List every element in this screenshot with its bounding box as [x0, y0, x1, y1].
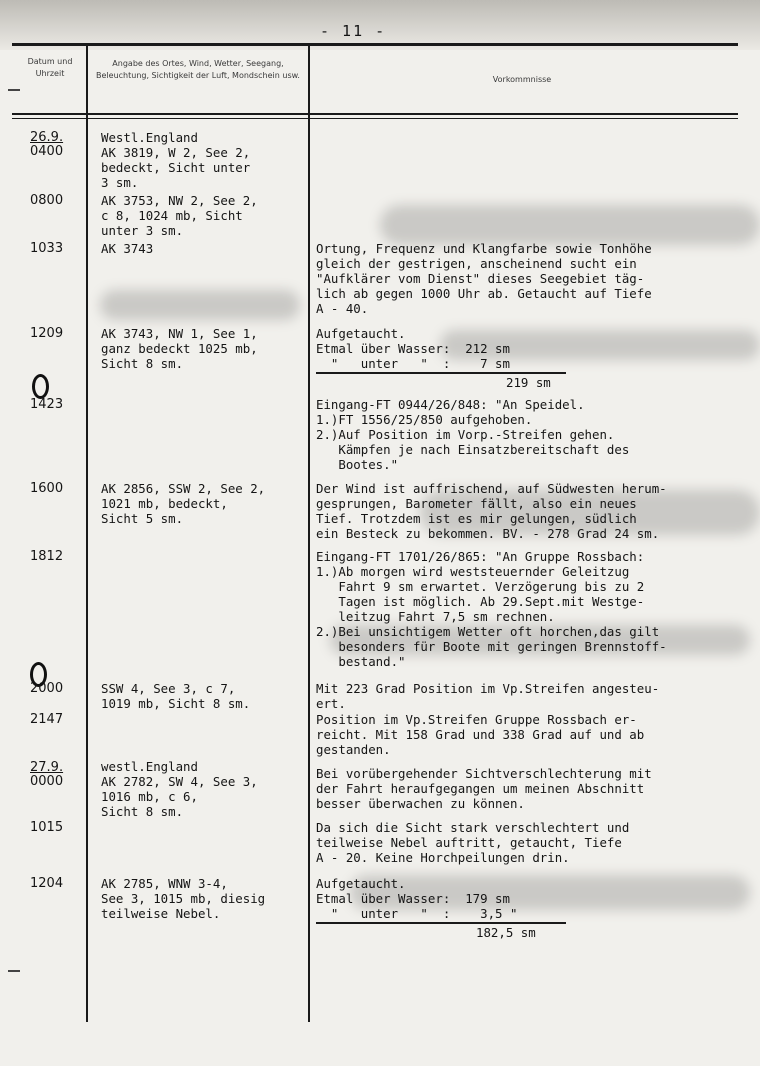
text-line: AK 2785, WNW 3-4,	[101, 876, 228, 891]
sum-rule	[316, 372, 566, 374]
entry-time: 1204	[30, 876, 64, 891]
text-line: ein Besteck zu bekommen. BV. - 278 Grad 24 sm.	[316, 526, 660, 541]
sum-total: 182,5 sm	[476, 925, 536, 940]
text-line: ganz bedeckt 1025 mb,	[101, 341, 258, 356]
text-line: bestand."	[316, 654, 406, 669]
text-line: westl.England	[101, 759, 198, 774]
text-line: Eingang-FT 1701/26/865: "An Gruppe Rossbach:	[316, 549, 645, 564]
text-line: Der Wind ist auffrischend, auf Südwesten herum-	[316, 481, 667, 496]
text-line: 1021 mb, bedeckt,	[101, 496, 228, 511]
table-top-rule	[12, 43, 738, 46]
entry-location	[101, 876, 306, 921]
text-line: 1.)Ab morgen wird weststeuernder Geleitzug	[316, 564, 630, 579]
sum-total: 219 sm	[506, 375, 551, 390]
entry-events	[316, 766, 760, 811]
entry-events	[316, 820, 760, 865]
text-line: AK 2856, SSW 2, See 2,	[101, 481, 266, 496]
page-number: - 11 -	[320, 22, 387, 40]
entry-time: 0800	[30, 193, 64, 208]
entry-location	[101, 130, 306, 190]
text-line: teilweise Nebel.	[101, 906, 221, 921]
entry-time: 2000	[30, 681, 64, 696]
entry-time: 0000	[30, 774, 64, 789]
text-line: gleich der gestrigen, anscheinend sucht ein	[316, 256, 637, 271]
margin-mark	[8, 89, 20, 91]
text-line: Aufgetaucht.	[316, 876, 406, 891]
text-line: See 3, 1015 mb, diesig	[101, 891, 266, 906]
entry-events	[316, 876, 760, 940]
text-line: gestanden.	[316, 742, 391, 757]
header-date-time: Datum und Uhrzeit	[27, 57, 73, 78]
entry-time: 1015	[30, 820, 64, 835]
entry-location	[101, 681, 306, 711]
entry-time: 1812	[30, 549, 64, 564]
header-bottom-rule-2	[12, 118, 738, 119]
text-line: Kämpfen je nach Einsatzbereitschaft des	[316, 442, 630, 457]
entry-location	[101, 481, 306, 526]
entry-date: 26.9.	[30, 130, 64, 145]
text-line: besonders für Boote mit geringen Brennstoff-	[316, 639, 667, 654]
entry-events	[316, 481, 760, 541]
text-line: Etmal über Wasser: 212 sm	[316, 341, 510, 356]
header-events: Vorkommnisse	[492, 75, 552, 84]
text-line: Eingang-FT 0944/26/848: "An Speidel.	[316, 397, 585, 412]
column-divider-1	[86, 44, 88, 1022]
text-line: Etmal über Wasser: 179 sm	[316, 891, 510, 906]
entry-time: 1209	[30, 326, 64, 341]
text-line: Da sich die Sicht stark verschlechtert und	[316, 820, 630, 835]
entry-events	[316, 326, 760, 390]
text-line: Bei vorübergehender Sichtverschlechterung mit	[316, 766, 652, 781]
text-line: AK 3819, W 2, See 2,	[101, 145, 251, 160]
text-line: Aufgetaucht.	[316, 326, 406, 341]
text-line: der Fahrt heraufgegangen um meinen Abschnitt	[316, 781, 645, 796]
text-line: reicht. Mit 158 Grad und 338 Grad auf und ab	[316, 727, 645, 742]
text-line: AK 2782, SW 4, See 3,	[101, 774, 258, 789]
text-line: Position im Vp.Streifen Gruppe Rossbach er-	[316, 712, 637, 727]
text-line: ert.	[316, 696, 346, 711]
sum-rule	[316, 922, 566, 924]
entry-events	[316, 681, 760, 711]
text-line: Fahrt 9 sm erwartet. Verzögerung bis zu 2	[316, 579, 645, 594]
text-line: " unter " : 3,5 "	[316, 906, 518, 921]
text-line: besser überwachen zu können.	[316, 796, 525, 811]
text-line: Sicht 8 sm.	[101, 804, 184, 819]
entry-events	[316, 712, 760, 757]
entry-events	[316, 397, 760, 472]
text-line: SSW 4, See 3, c 7,	[101, 681, 236, 696]
text-line: Westl.England	[101, 130, 198, 145]
text-line: leitzug Fahrt 7,5 sm rechnen.	[316, 609, 555, 624]
text-line: A - 40.	[316, 301, 369, 316]
text-line: "Aufklärer vom Dienst" dieses Seegebiet täg-	[316, 271, 645, 286]
punch-hole-mark	[32, 374, 49, 399]
text-line: 1016 mb, c 6,	[101, 789, 198, 804]
text-line: Tief. Trotzdem ist es mir gelungen, südlich	[316, 511, 637, 526]
text-line: unter 3 sm.	[101, 223, 184, 238]
text-line: 2.)Auf Position im Vorp.-Streifen gehen.	[316, 427, 615, 442]
text-line: Bootes."	[316, 457, 399, 472]
text-line: gesprungen, Barometer fällt, also ein neues	[316, 496, 637, 511]
entry-location	[101, 759, 306, 819]
text-line: 1019 mb, Sicht 8 sm.	[101, 696, 251, 711]
entry-location	[101, 241, 306, 256]
entry-events	[316, 241, 760, 316]
entry-time: 1033	[30, 241, 64, 256]
text-line: bedeckt, Sicht unter	[101, 160, 251, 175]
text-line: Tagen ist möglich. Ab 29.Sept.mit Westge-	[316, 594, 645, 609]
text-line: 3 sm.	[101, 175, 139, 190]
entry-time: 1600	[30, 481, 64, 496]
text-line: AK 3753, NW 2, See 2,	[101, 193, 258, 208]
entry-time: 1423	[30, 397, 64, 412]
text-line: 2.)Bei unsichtigem Wetter oft horchen,das gilt	[316, 624, 660, 639]
entry-location	[101, 326, 306, 371]
text-line: Sicht 5 sm.	[101, 511, 184, 526]
text-line: teilweise Nebel auftritt, getaucht, Tiefe	[316, 835, 622, 850]
text-line: lich ab gegen 1000 Uhr ab. Getaucht auf Tiefe	[316, 286, 652, 301]
margin-mark	[8, 970, 20, 972]
text-line: Mit 223 Grad Position im Vp.Streifen angesteu-	[316, 681, 660, 696]
text-line: AK 3743	[101, 241, 154, 256]
text-line: 1.)FT 1556/25/850 aufgehoben.	[316, 412, 533, 427]
scan-smudge	[380, 205, 760, 245]
text-line: Ortung, Frequenz und Klangfarbe sowie Tonhöhe	[316, 241, 652, 256]
text-line: " unter " : 7 sm	[316, 356, 510, 371]
entry-location	[101, 193, 306, 238]
text-line: c 8, 1024 mb, Sicht	[101, 208, 243, 223]
text-line: Sicht 8 sm.	[101, 356, 184, 371]
text-line: AK 3743, NW 1, See 1,	[101, 326, 258, 341]
text-line: A - 20. Keine Horchpeilungen drin.	[316, 850, 570, 865]
scan-smudge	[100, 290, 300, 320]
header-location-weather: Angabe des Ortes, Wind, Wetter, Seegang, Beleuchtung, Sichtigkeit der Luft, Mondschein usw.	[96, 59, 300, 80]
entry-date: 27.9.	[30, 760, 64, 775]
column-divider-2	[308, 44, 310, 1022]
entry-time: 2147	[30, 712, 64, 727]
entry-time: 0400	[30, 144, 64, 159]
entry-events	[316, 549, 760, 669]
header-bottom-rule	[12, 113, 738, 115]
